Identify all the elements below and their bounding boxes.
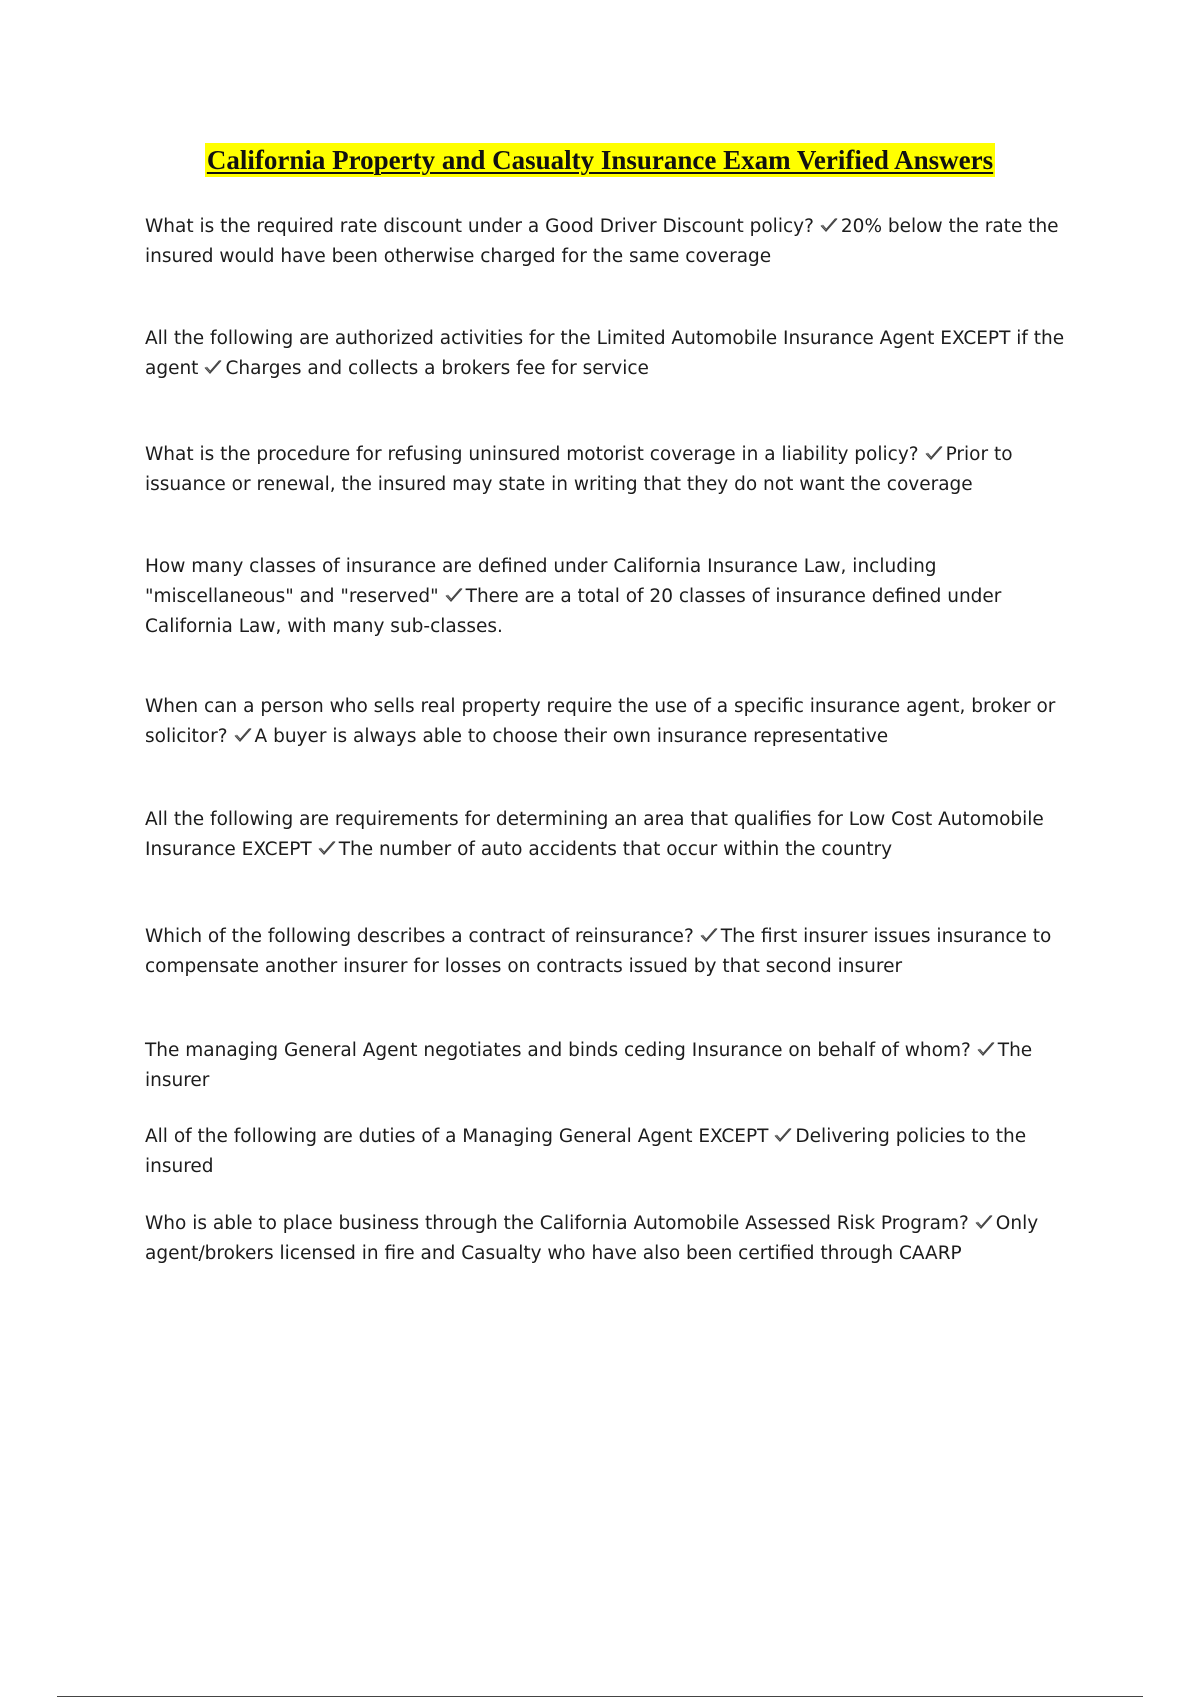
question-text: What is the procedure for refusing uninsured motorist coverage in a liability policy? — [145, 443, 919, 465]
qa-item — [145, 552, 1075, 642]
checkmark-icon — [924, 444, 944, 462]
qa-item — [145, 1209, 1075, 1269]
question-text: How many classes of insurance are defined under California Insurance Law, including "miscellaneous" and "reserved" — [145, 555, 937, 607]
question-text: What is the required rate discount under a Good Driver Discount policy? — [145, 215, 814, 237]
answer-text: Charges and collects a brokers fee for service — [225, 357, 649, 379]
answer-text: Only agent/brokers licensed in fire and Casualty who have also been certified through CAARP — [145, 1212, 1039, 1264]
qa-item — [145, 440, 1075, 500]
qa-item — [145, 1122, 1075, 1182]
answer-text: The number of auto accidents that occur within the country — [338, 838, 893, 860]
checkmark-icon — [444, 586, 464, 604]
checkmark-icon — [773, 1126, 793, 1144]
answer-text: There are a total of 20 classes of insurance defined under California Law, with many sub-classes. — [145, 585, 1002, 637]
title-container — [0, 143, 1200, 177]
question-text: All the following are requirements for determining an area that qualifies for Low Cost Automobile Insurance EXCEPT — [145, 808, 1044, 860]
checkmark-icon — [974, 1213, 994, 1231]
qa-item — [145, 324, 1075, 384]
qa-item — [145, 922, 1075, 982]
qa-item — [145, 212, 1075, 272]
answer-text: Delivering policies to the insured — [145, 1125, 1027, 1177]
question-text: All the following are authorized activities for the Limited Automobile Insurance Agent EXCEPT if the agent — [145, 327, 1065, 379]
answer-text: The first insurer issues insurance to compensate another insurer for losses on contracts issued by that second insurer — [145, 925, 1052, 977]
question-text: Who is able to place business through the California Automobile Assessed Risk Program? — [145, 1212, 969, 1234]
question-text: Which of the following describes a contract of reinsurance? — [145, 925, 694, 947]
checkmark-icon — [819, 216, 839, 234]
answer-text: A buyer is always able to choose their own insurance representative — [254, 725, 889, 747]
footer-divider — [57, 1696, 1143, 1697]
document-title: California Property and Casualty Insurance Exam Verified Answers — [206, 145, 994, 175]
question-text: When can a person who sells real property require the use of a specific insurance agent, broker or solicitor? — [145, 695, 1056, 747]
checkmark-icon — [233, 726, 253, 744]
answer-text: 20% below the rate the insured would have been otherwise charged for the same coverage — [145, 215, 1059, 267]
checkmark-icon — [976, 1040, 996, 1058]
qa-item — [145, 805, 1075, 865]
checkmark-icon — [203, 358, 223, 376]
answer-text: Prior to issuance or renewal, the insured may state in writing that they do not want the coverage — [145, 443, 1013, 495]
checkmark-icon — [699, 926, 719, 944]
qa-item — [145, 692, 1075, 752]
answer-text: The insurer — [145, 1039, 1033, 1091]
qa-item — [145, 1036, 1075, 1096]
question-text: The managing General Agent negotiates and binds ceding Insurance on behalf of whom? — [145, 1039, 971, 1061]
question-text: All of the following are duties of a Managing General Agent EXCEPT — [145, 1125, 769, 1147]
checkmark-icon — [317, 839, 337, 857]
